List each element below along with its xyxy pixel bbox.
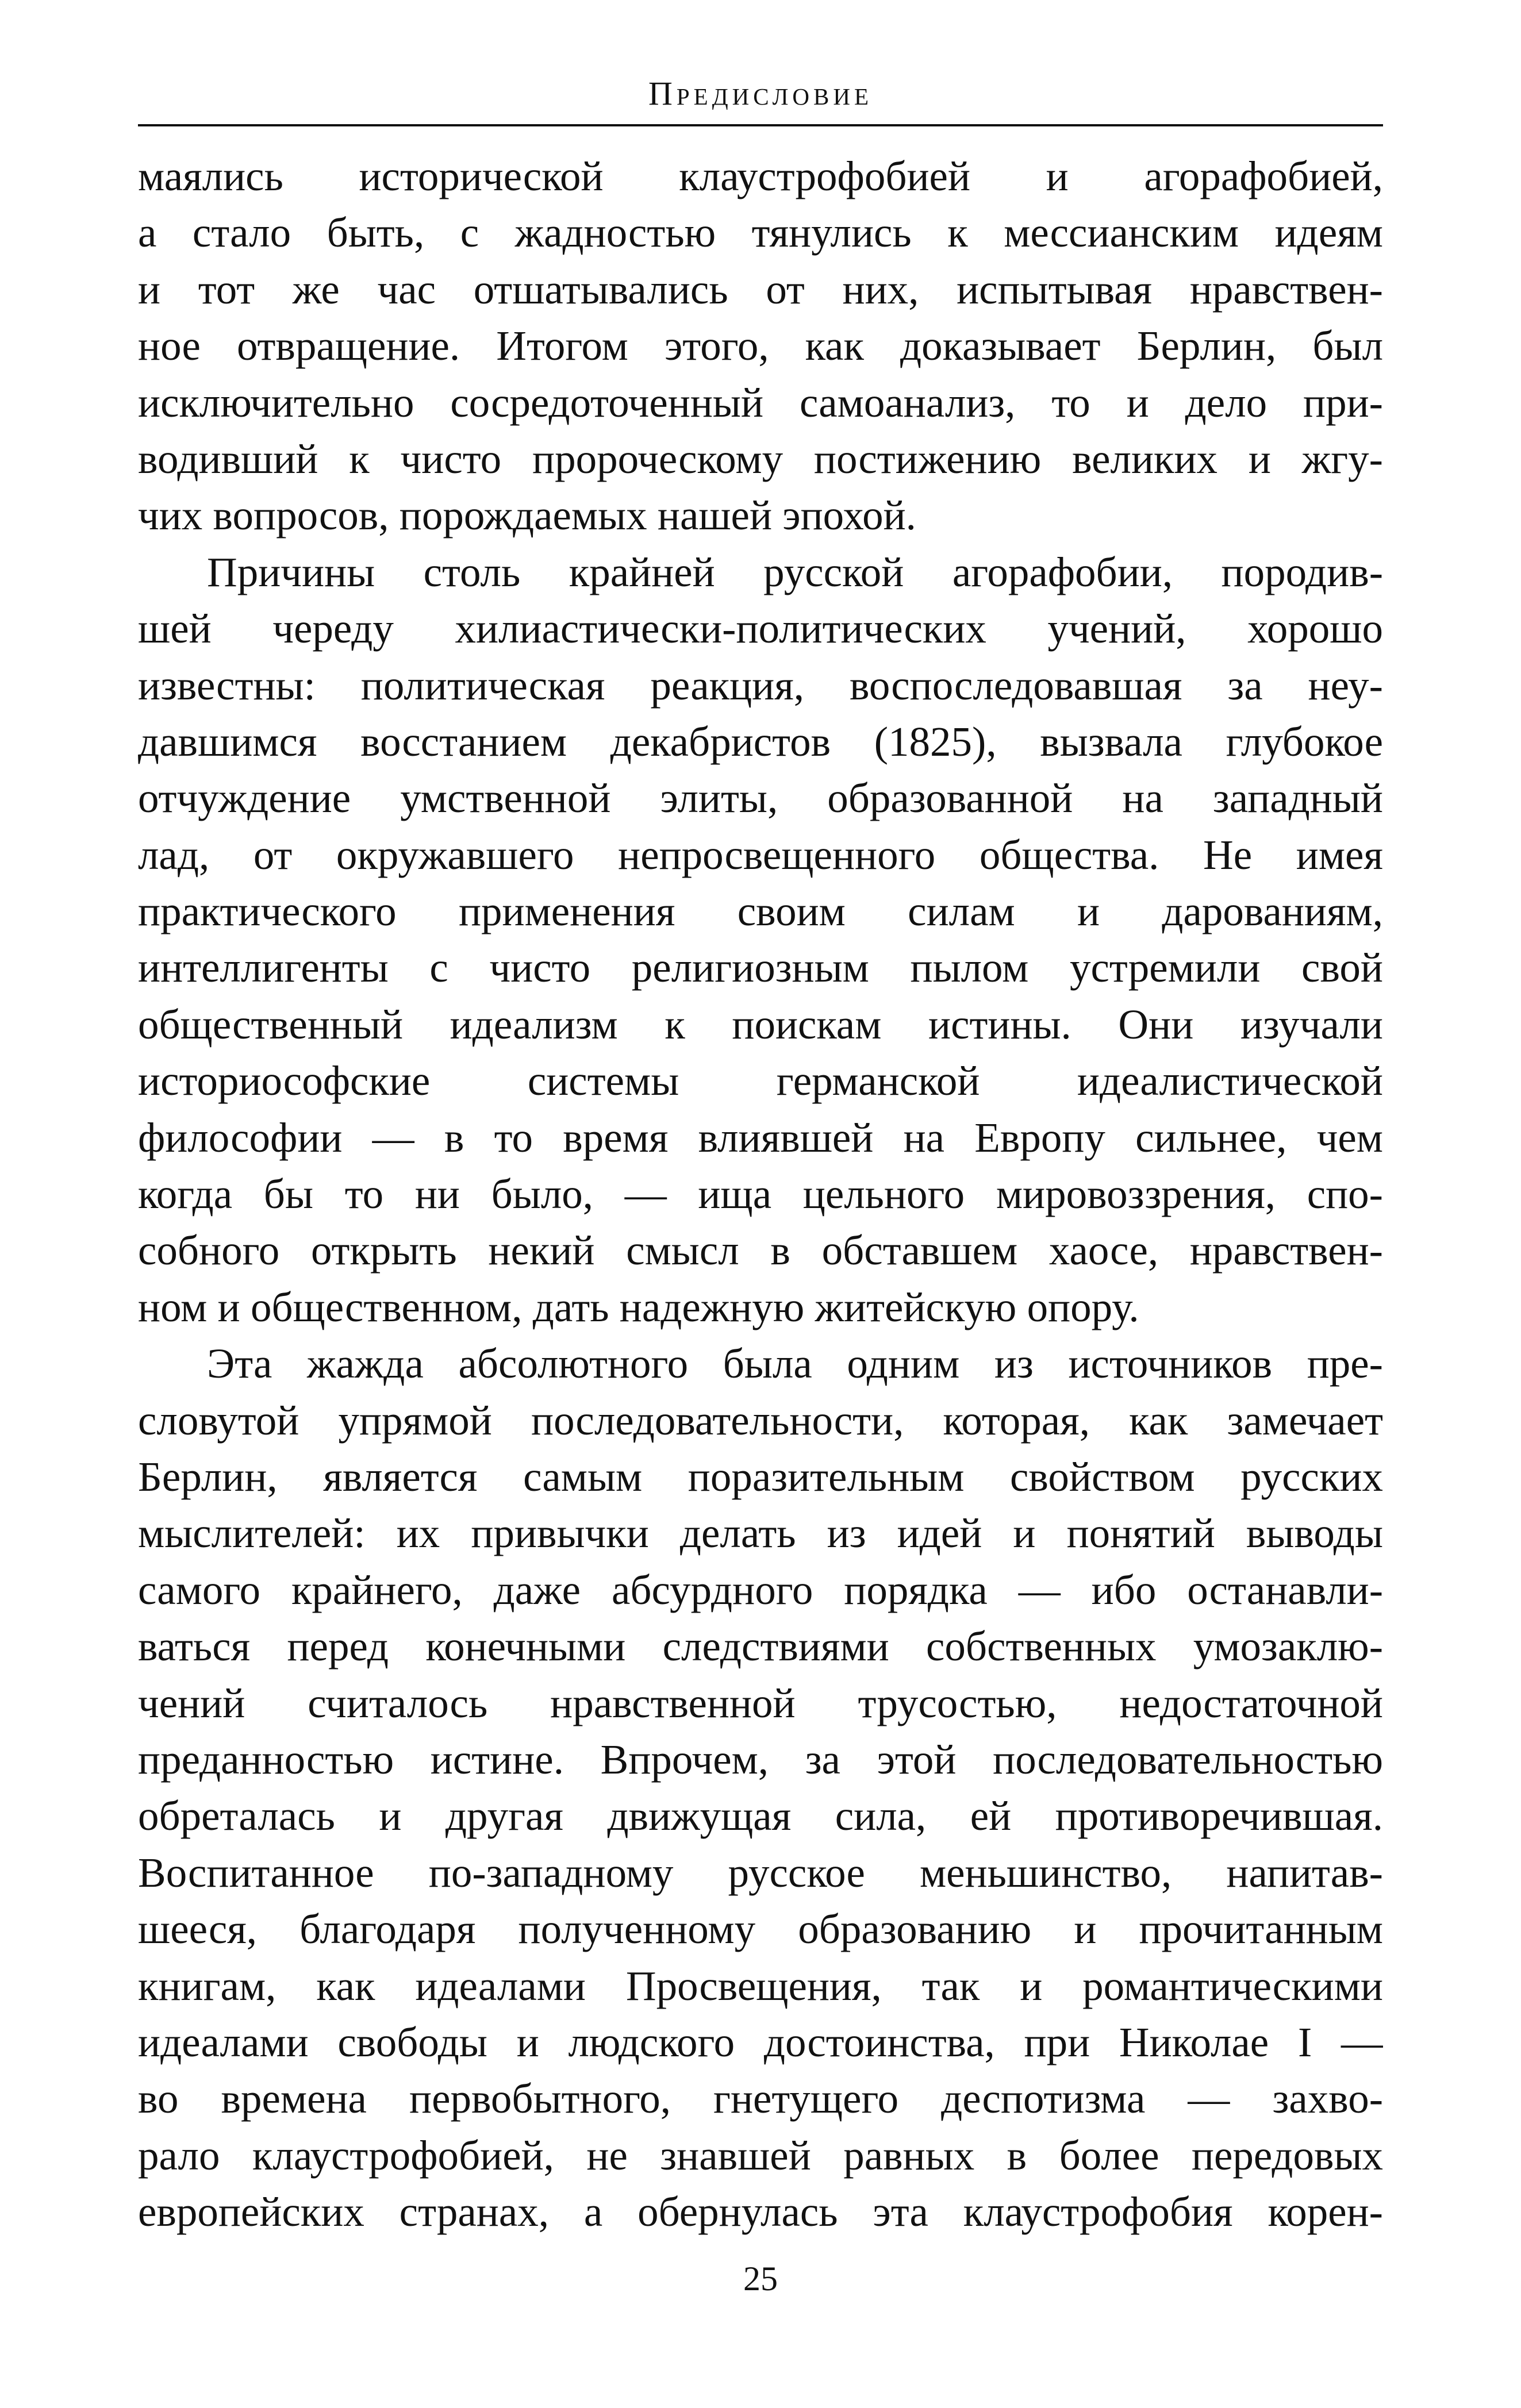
text-line: самого крайнего, даже абсурдного порядка — ибо останавли- — [138, 1566, 1383, 1613]
text-line: европейских странах, а обернулась эта клаустрофобия корен- — [138, 2188, 1383, 2236]
text-line: практического применения своим силам и дарованиям, — [138, 888, 1383, 935]
text-line: лад, от окружавшего непросвещенного общества. Не имея — [138, 831, 1383, 878]
text-line: общественный идеализм к поискам истины. Они изучали — [138, 1001, 1383, 1048]
text-line: отчуждение умственной элиты, образованной на западный — [138, 775, 1383, 822]
text-line: а стало быть, с жадностью тянулись к мессианским идеям — [138, 209, 1383, 256]
text-line: чих вопросов, порождаемых нашей эпохой. — [138, 492, 916, 539]
text-line: рало клаустрофобией, не знавшей равных в более передовых — [138, 2132, 1383, 2179]
text-line: обреталась и другая движущая сила, ей противоречившая. — [138, 1792, 1383, 1840]
text-line: шееся, благодаря полученному образованию и прочитанным — [138, 1906, 1383, 1953]
text-line: собного открыть некий смысл в обставшем хаосе, нравствен- — [138, 1227, 1383, 1274]
text-line: когда бы то ни было, — ища цельного мировоззрения, спо- — [138, 1171, 1383, 1218]
running-head: Предисловие — [648, 75, 873, 112]
text-line: философии — в то время влиявшей на Европу сильнее, чем — [138, 1114, 1383, 1161]
text-line: ваться перед конечными следствиями собственных умозаклю- — [138, 1623, 1383, 1670]
text-line: шей череду хилиастически-политических учений, хорошо — [138, 605, 1383, 652]
text-line: мыслителей: их привычки делать из идей и понятий выводы — [138, 1510, 1383, 1557]
text-line: ное отвращение. Итогом этого, как доказывает Берлин, был — [138, 322, 1383, 370]
text-line: и тот же час отшатывались от них, испытывая нравствен- — [138, 266, 1383, 313]
text-line: интеллигенты с чисто религиозным пылом устремили свой — [138, 944, 1383, 991]
text-line: известны: политическая реакция, воспоследовавшая за неу- — [138, 661, 1383, 709]
text-line: Воспитанное по-западному русское меньшинство, напитав- — [138, 1849, 1383, 1896]
text-line: Эта жажда абсолютного была одним из источников пре- — [207, 1340, 1383, 1387]
text-line: ном и общественном, дать надежную житейскую опору. — [138, 1283, 1139, 1330]
text-line: словутой упрямой последовательности, которая, как замечает — [138, 1397, 1383, 1444]
body-text — [138, 148, 1383, 2240]
text-line: исключительно сосредоточенный самоанализ, то и дело при- — [138, 379, 1383, 426]
text-line: во времена первобытного, гнетущего деспотизма — захво- — [138, 2075, 1383, 2122]
text-line: книгам, как идеалами Просвещения, так и романтическими — [138, 1962, 1383, 2009]
text-line: Берлин, является самым поразительным свойством русских — [138, 1453, 1383, 1500]
text-line: давшимся восстанием декабристов (1825), вызвала глубокое — [138, 718, 1383, 765]
text-line: преданностью истине. Впрочем, за этой последовательностью — [138, 1736, 1383, 1783]
page-number: 25 — [743, 2260, 778, 2298]
text-line: водивший к чисто пророческому постижению великих и жгу- — [138, 435, 1383, 482]
text-line: историософские системы германской идеалистической — [138, 1057, 1383, 1105]
text-line: чений считалось нравственной трусостью, недостаточной — [138, 1679, 1383, 1726]
text-line: идеалами свободы и людского достоинства, при Николае I — — [138, 2018, 1383, 2065]
text-line: маялись исторической клаустрофобией и агорафобией, — [138, 153, 1383, 199]
header-rule — [138, 124, 1383, 126]
text-line: Причины столь крайней русской агорафобии, породив- — [207, 548, 1383, 595]
